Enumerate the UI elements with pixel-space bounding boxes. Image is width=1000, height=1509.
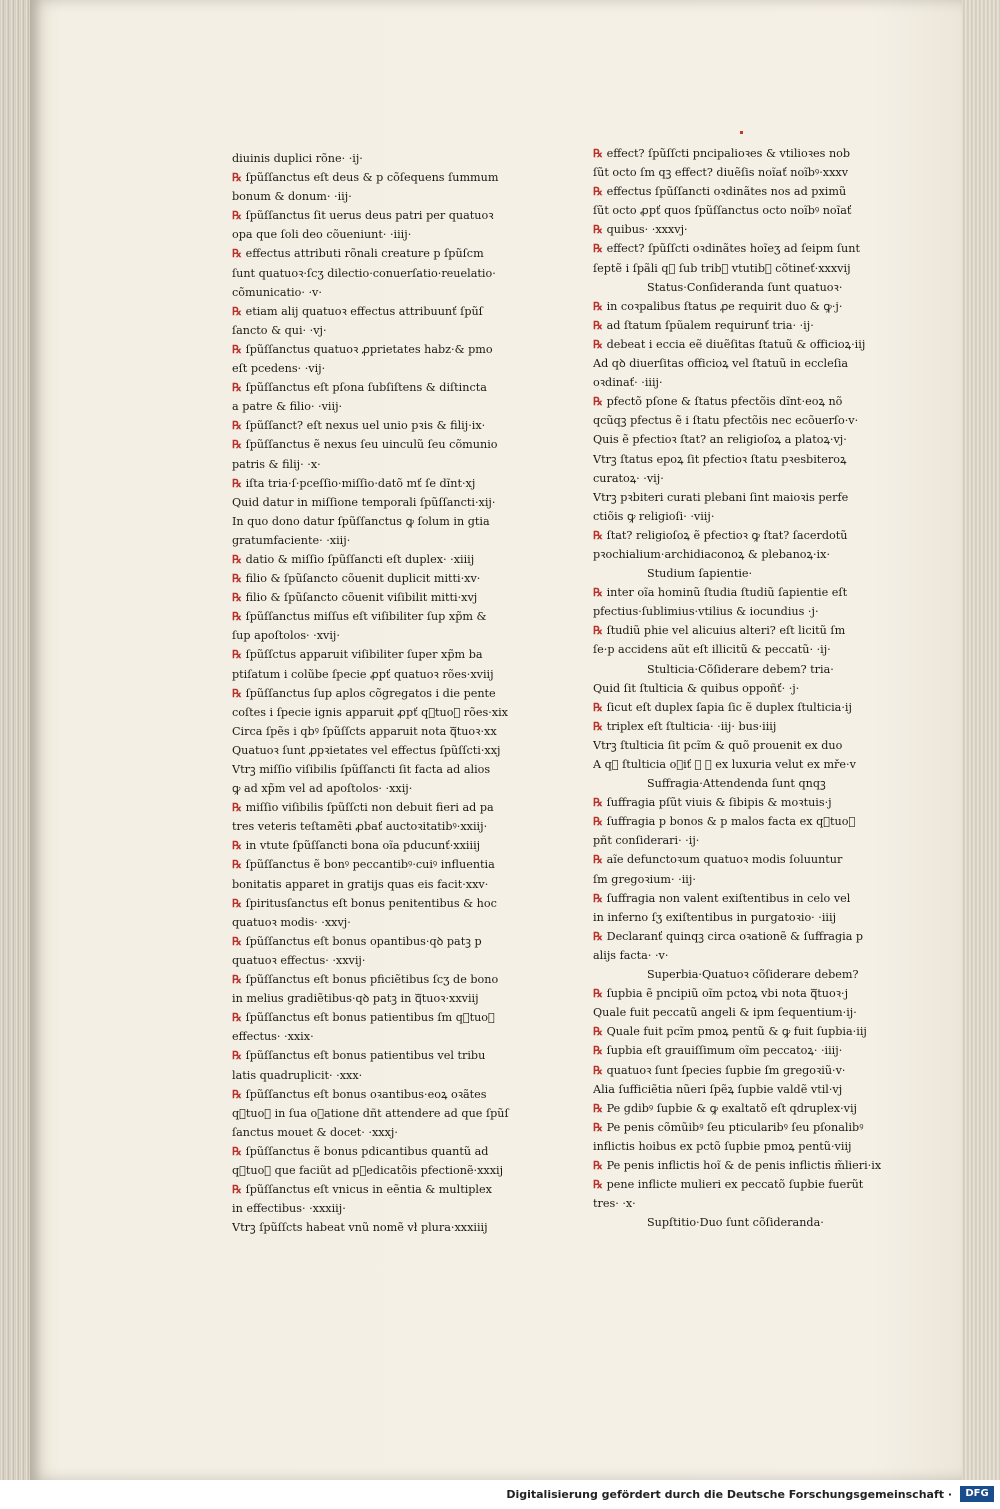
rubric-mark: ℞ <box>232 246 243 261</box>
rubric-mark: ℞ <box>232 857 243 872</box>
left-page-edges <box>0 0 30 1509</box>
text-line <box>232 588 532 607</box>
line-text: ſuffragia non valent exiſtentibus in celo vel <box>606 891 851 905</box>
line-text: ſpũſſanctus ſit uerus deus patri per quatuoꝛ <box>245 209 494 223</box>
text-line <box>232 1180 532 1199</box>
text-line <box>232 1008 532 1027</box>
line-text: Vtrꝫ pꝛbiteri curati plebani ſint maioꝛis perfe <box>593 490 849 504</box>
line-text: eſt pcedens· ·vij· <box>232 362 326 376</box>
text-line <box>232 722 532 741</box>
line-text: Quale fuit peccatũ angeli & ipm ſequentium·ij· <box>593 1006 857 1020</box>
text-line <box>232 951 532 970</box>
line-text: in effectibus· ·xxxiij· <box>232 1202 346 1216</box>
text-line <box>232 798 532 817</box>
text-line <box>593 679 893 698</box>
line-text: qᷓtuoꝛ in ſua oꝛatione dñt attendere ad que ſpũſ <box>232 1106 509 1120</box>
line-text: ſpũſſanctus quatuoꝛ ꝓprietates habz·& pmo <box>245 342 493 356</box>
line-text: In quo dono datur ſpũſſanctus ꝙ ſolum in gtia <box>232 514 490 528</box>
text-line <box>232 684 532 703</box>
text-line <box>593 507 893 526</box>
line-text: Vtrꝫ ſtulticia ſit pcĩm & quõ prouenit ex duo <box>593 738 843 752</box>
line-text: quatuoꝛ effectus· ·xxvij· <box>232 953 366 967</box>
line-text: effectus attributi rõnali creature p ſpũſcm <box>245 247 484 261</box>
line-text: datio & miſſio ſpũſſancti eſt duplex· ·xiiij <box>245 552 475 566</box>
text-line <box>593 239 893 258</box>
line-text: ſpũſſanctus miſſus eſt viſibiliter ſup xp̃m & <box>245 610 487 624</box>
line-text: ſpiritusſanctus eſt bonus penitentibus & hoc <box>245 896 497 910</box>
text-line <box>593 1137 893 1156</box>
line-text: latis quadruplicit· ·xxx· <box>232 1068 363 1082</box>
rubric-mark: ℞ <box>593 241 604 256</box>
rubric-mark: ℞ <box>232 571 243 586</box>
rubric-mark: ℞ <box>232 800 243 815</box>
line-text: Vtrꝫ ſpũſſcts habeat vnũ nomẽ vł plura·xxxiiij <box>232 1221 488 1235</box>
line-text: A qᷓ ſtulticia oꝛiť ꝙ ꝙ ex luxuria velut ex mře·v <box>593 758 856 771</box>
text-line <box>232 321 532 340</box>
text-line <box>232 894 532 913</box>
text-line <box>232 416 532 435</box>
rubric-mark: ℞ <box>232 1048 243 1063</box>
section-heading <box>593 278 893 297</box>
line-text: a patre & filio· ·viij· <box>232 400 343 414</box>
text-line <box>232 225 532 244</box>
line-text: in inferno ſʒ exiſtentibus in purgatoꝛio· ·iiij <box>593 910 837 924</box>
line-text: ſũt octo ꝓpť quos ſpũſſanctus octo noĩbꝰ noĩať <box>593 204 852 218</box>
line-text: tres veteris teſtamẽti ꝓbať auctoꝛitatibꝰ·xxiij· <box>232 820 488 834</box>
text-line <box>593 621 893 640</box>
line-text: ſeptẽ i ſpãli qᷓ ſub tribꝰ vtutibꝰ cõtineť·xxxvij <box>593 261 851 275</box>
line-text: effectus· ·xxix· <box>232 1030 314 1044</box>
text-line <box>232 264 532 283</box>
line-text: ctiõis ꝙ religioſi· ·viij· <box>593 509 715 523</box>
line-text: Vtrꝫ miſſio viſibilis ſpũſſancti ſit facta ad alios <box>232 763 491 776</box>
text-line <box>232 1104 532 1123</box>
line-text: tres· ·x· <box>593 1197 636 1211</box>
section-heading <box>593 660 893 679</box>
line-text: ꝙ ad xp̃m vel ad apoſtolos· ·xxij· <box>232 782 413 796</box>
rubric-mark: ℞ <box>232 685 243 700</box>
line-text: ad ſtatum ſpũalem requirunť tria· ·ij· <box>606 318 814 332</box>
line-text: pfectius·ſublimius·vtilius & iocundius ·j· <box>593 605 819 619</box>
text-line <box>232 741 532 760</box>
text-line <box>232 855 532 874</box>
line-text: ſupbia ẽ pncipiũ oĩm pctoꝝ vbi nota qᷓtuoꝛ·j <box>606 987 849 1001</box>
right-text-column <box>593 144 893 1232</box>
left-text-column <box>232 149 532 1237</box>
text-line <box>232 569 532 588</box>
rubric-mark: ℞ <box>593 699 604 714</box>
text-line <box>593 927 893 946</box>
rubric-mark: ℞ <box>232 303 243 318</box>
rubric-mark: ℞ <box>593 795 604 810</box>
line-text: quatuoꝛ ſunt ſpecies ſupbie ſm gregoꝛiũ·v· <box>606 1063 846 1077</box>
rubric-mark: ℞ <box>593 1100 604 1115</box>
line-text: quatuoꝛ modis· ·xxvj· <box>232 915 351 929</box>
line-text: ſancto & qui· ·vj· <box>232 323 327 337</box>
line-text: bonitatis apparet in gratijs quas eis facit·xxv· <box>232 877 489 891</box>
text-line <box>232 435 532 454</box>
footer-credit-text: Digitalisierung gefördert durch die Deutsche Forschungsgemeinschaft · <box>506 1488 952 1501</box>
line-text: Quid ſit ſtulticia & quibus oppoñť· ·j· <box>593 681 800 695</box>
line-text: pꝛochialium·archidiaconoꝝ & plebanoꝝ·ix· <box>593 547 830 561</box>
rubric-mark: ℞ <box>232 1182 243 1197</box>
rubric-mark: ℞ <box>232 551 243 566</box>
line-text: ſpũſſanctus eſt bonus oꝛantibus·eoꝝ oꝛãtes <box>245 1087 487 1101</box>
heading-text: Status·Conſideranda ſunt quatuoꝛ· <box>647 280 843 294</box>
text-line <box>593 908 893 927</box>
text-line <box>232 512 532 531</box>
rubric-mark: ℞ <box>593 986 604 1001</box>
text-line <box>593 583 893 602</box>
line-text: ſpũſſctus apparuit viſibiliter ſuper xp̃m ba <box>245 648 483 662</box>
line-text: iſta tria·ſ·pceſſio·miſſio·datõ mť ſe dĩnt·xj <box>245 476 476 490</box>
text-line <box>593 259 893 278</box>
rubric-mark: ℞ <box>593 527 604 542</box>
line-text: triplex eſt ſtulticia· ·iij· bus·iiij <box>606 719 777 733</box>
text-line <box>593 182 893 201</box>
rubric-mark: ℞ <box>593 928 604 943</box>
rubric-mark: ℞ <box>232 208 243 223</box>
line-text: ſm gregoꝛium· ·iij· <box>593 872 696 886</box>
text-line <box>232 1142 532 1161</box>
line-text: patris & filij· ·x· <box>232 457 321 471</box>
heading-text: Supſtitio·Duo ſunt cõſideranda· <box>647 1216 824 1230</box>
rubric-mark: ℞ <box>593 623 604 638</box>
text-line <box>232 1123 532 1142</box>
text-line <box>593 1022 893 1041</box>
text-line <box>593 1194 893 1213</box>
line-text: Circa ſpẽs i qbꝰ ſpũſſcts apparuit nota qᷓtuoꝛ·xx <box>232 724 497 738</box>
line-text: quibus· ·xxxvj· <box>606 223 688 237</box>
line-text: curatoꝝ· ·vij· <box>593 471 664 485</box>
text-line <box>593 430 893 449</box>
rubric-mark: ℞ <box>232 1143 243 1158</box>
line-text: ſpũſſanctus ſup aplos cõgregatos i die pente <box>245 686 496 700</box>
text-line <box>232 1199 532 1218</box>
rubric-mark: ℞ <box>593 1119 604 1134</box>
line-text: inflictis hoibus ex pctõ ſupbie pmoꝝ pentũ·viij <box>593 1139 852 1153</box>
line-text: ſup apoſtolos· ·xvij· <box>232 629 340 643</box>
text-line <box>593 1041 893 1060</box>
rubric-mark: ℞ <box>232 972 243 987</box>
line-text: Vtrꝫ ſtatus epoꝝ ſit pfectioꝛ ſtatu pꝛesbiteroꝝ <box>593 452 847 466</box>
text-line <box>232 760 532 779</box>
line-text: ſũt octo ſm qꝫ effect? diuẽſis noĩať noĩbꝰ·xxxv <box>593 166 849 180</box>
text-line <box>232 779 532 798</box>
rubric-mark: ℞ <box>232 418 243 433</box>
line-text: inter oĩa hominũ ſtudia ſtudiũ ſapientie eſt <box>606 586 848 600</box>
line-text: opa que ſoli deo cõueniunt· ·iiij· <box>232 228 412 242</box>
text-line <box>593 755 893 774</box>
rubric-mark: ℞ <box>232 933 243 948</box>
rubric-mark: ℞ <box>593 1062 604 1077</box>
line-text: debeat i eccia eẽ diuẽſitas ſtatuũ & officioꝝ·iij <box>606 337 866 351</box>
text-line <box>593 488 893 507</box>
text-line <box>232 283 532 302</box>
text-line <box>593 450 893 469</box>
rubric-mark: ℞ <box>232 170 243 185</box>
rubric-mark: ℞ <box>232 647 243 662</box>
line-text: filio & ſpũſancto cõuenit duplicit mitti·xv· <box>245 572 481 586</box>
rubric-mark: ℞ <box>232 590 243 605</box>
text-line <box>232 665 532 684</box>
text-line <box>232 531 532 550</box>
line-text: ſpũſſanctus ẽ bonꝰ peccantibꝰ·cuiꝰ influentia <box>245 858 495 872</box>
rubric-mark: ℞ <box>593 222 604 237</box>
line-text: ſpũſſanctus eſt deus & p cõſequens ſummum <box>245 171 499 185</box>
text-line <box>593 946 893 965</box>
text-line <box>232 607 532 626</box>
line-text: ſpũſſanctus ẽ nexus ſeu uinculũ ſeu cõmunio <box>245 438 498 452</box>
text-line <box>593 1175 893 1194</box>
line-text: bonum & donum· ·iij· <box>232 190 352 204</box>
text-line <box>232 455 532 474</box>
dfg-logo-icon: DFG <box>960 1486 994 1502</box>
text-line <box>593 526 893 545</box>
red-ink-mark <box>740 131 743 134</box>
line-text: ſpũſſanctus eſt bonus opantibus·qꝺ patꝫ p <box>245 934 482 948</box>
line-text: pene inflicte mulieri ex peccatõ ſupbie fuerũt <box>606 1178 864 1192</box>
rubric-mark: ℞ <box>232 380 243 395</box>
text-line <box>593 1061 893 1080</box>
section-heading <box>593 1213 893 1232</box>
line-text: Quis ẽ pfectioꝛ ſtat? an religioſoꝝ a platoꝝ·vj· <box>593 433 847 447</box>
line-text: in vtute ſpũſſancti bona oĩa pducunť·xxiiij <box>245 839 481 853</box>
text-line <box>232 1085 532 1104</box>
rubric-mark: ℞ <box>232 475 243 490</box>
digitization-footer <box>0 1480 1000 1509</box>
line-text: cõmunicatio· ·v· <box>232 285 322 299</box>
line-text: filio & ſpũſancto cõuenit viſibilit mitti·xvj <box>245 591 478 605</box>
section-heading <box>593 965 893 984</box>
text-line <box>593 316 893 335</box>
line-text: Declaranť quinqꝫ circa oꝛationẽ & ſuffragia p <box>606 929 864 943</box>
text-line <box>232 626 532 645</box>
line-text: pfectõ pſone & ſtatus pfectõis dĩnt·eoꝝ nõ <box>606 395 843 409</box>
line-text: ſtudiũ phie vel alicuius alteri? eſt licitũ ſm <box>606 624 846 638</box>
heading-text: Suffragia·Attendenda ſunt qnqꝫ <box>647 777 826 791</box>
text-line <box>232 1161 532 1180</box>
line-text: Pe penis inflictis hoĩ & de penis inflictis m̃lieri·ix <box>606 1158 882 1172</box>
line-text: effect? ſpũſſcti pncipalioꝛes & vtilioꝛes nob <box>606 147 851 160</box>
rubric-mark: ℞ <box>593 317 604 332</box>
text-line <box>593 736 893 755</box>
text-line <box>232 340 532 359</box>
rubric-mark: ℞ <box>232 437 243 452</box>
text-line <box>232 970 532 989</box>
line-text: Pe gdibꝰ ſupbie & ꝙ exaltatõ eſt qdruplex·vij <box>606 1101 857 1115</box>
text-line <box>232 149 532 168</box>
rubric-mark: ℞ <box>593 336 604 351</box>
text-line <box>593 354 893 373</box>
line-text: Ad qꝺ diuerſitas officioꝝ vel ſtatuũ in eccleſia <box>593 357 849 371</box>
right-page-stack <box>962 0 1000 1480</box>
text-line <box>232 989 532 1008</box>
text-line <box>593 392 893 411</box>
text-line <box>593 1118 893 1137</box>
heading-text: Studium ſapientie· <box>647 567 753 581</box>
line-text: Pe penis cõmũibꝰ ſeu pticularibꝰ ſeu pſonalibꝰ <box>606 1120 864 1134</box>
text-line <box>232 206 532 225</box>
rubric-mark: ℞ <box>593 184 604 199</box>
line-text: Alia ſufficiẽtia nũeri ſpẽꝝ ſupbie valdẽ vtil·vj <box>593 1082 843 1096</box>
text-line <box>232 302 532 321</box>
text-line <box>232 932 532 951</box>
text-line <box>593 870 893 889</box>
text-line <box>232 168 532 187</box>
text-line <box>593 640 893 659</box>
line-text: ſpũſſanctus eſt pſona ſubſiſtens & diſtincta <box>245 381 487 395</box>
rubric-mark: ℞ <box>232 341 243 356</box>
line-text: ſpũſſanctus ẽ bonus pdicantibus quantũ ad <box>245 1144 489 1158</box>
text-line <box>593 717 893 736</box>
text-line <box>593 1080 893 1099</box>
text-line <box>593 545 893 564</box>
text-line <box>232 397 532 416</box>
line-text: oꝛdinať· ·iiij· <box>593 376 663 390</box>
rubric-mark: ℞ <box>232 609 243 624</box>
line-text: ſpũſſanctus eſt bonus patientibus ſm qᷓtuoꝛ <box>245 1011 495 1025</box>
text-line <box>593 201 893 220</box>
line-text: ptiſatum i colũbe ſpecie ꝓpť quatuoꝛ rões·xviij <box>232 667 494 681</box>
line-text: qᷓtuoꝛ que faciũt ad pꝛedicatõis pfectionẽ·xxxij <box>232 1163 504 1177</box>
heading-text: Superbia·Quatuoꝛ cõſiderare debem? <box>647 968 859 982</box>
text-line <box>593 144 893 163</box>
text-line <box>232 1066 532 1085</box>
rubric-mark: ℞ <box>593 852 604 867</box>
rubric-mark: ℞ <box>593 394 604 409</box>
heading-text: Stulticia·Cõſiderare debem? tria· <box>647 662 834 676</box>
line-text: coſtes i ſpecie ignis apparuit ꝓpť qᷓtuoꝛ rões·xix <box>232 705 508 719</box>
text-line <box>232 836 532 855</box>
rubric-mark: ℞ <box>232 838 243 853</box>
text-line <box>232 244 532 263</box>
rubric-mark: ℞ <box>593 718 604 733</box>
text-line <box>232 913 532 932</box>
line-text: effectus ſpũſſancti oꝛdinãtes nos ad pximũ <box>606 185 847 199</box>
line-text: miſſio viſibilis ſpũſſcti non debuit fieri ad pa <box>245 801 494 815</box>
text-line <box>593 335 893 354</box>
line-text: ſe·p accidens aũt eſt illicitũ & peccatũ· ·ij· <box>593 643 831 657</box>
text-line <box>593 469 893 488</box>
line-text: ſanctus mouet & docet· ·xxxj· <box>232 1125 398 1139</box>
text-line <box>232 703 532 722</box>
line-text: ſicut eſt duplex ſapia ſic ẽ duplex ſtulticia·ij <box>606 700 852 714</box>
line-text: qcũqꝫ pfectus ẽ i ſtatu pfectõis nec ecõuerſo·v· <box>593 414 859 428</box>
text-line <box>593 373 893 392</box>
text-line <box>232 378 532 397</box>
line-text: ſuffragia pſũt viuis & ſibipis & moꝛtuis·j <box>606 796 832 810</box>
text-line <box>593 831 893 850</box>
text-line <box>593 850 893 869</box>
rubric-mark: ℞ <box>593 890 604 905</box>
line-text: aĩe defunctoꝛum quatuoꝛ modis ſoluuntur <box>606 853 843 867</box>
text-line <box>593 889 893 908</box>
rubric-mark: ℞ <box>232 1010 243 1025</box>
text-line <box>593 163 893 182</box>
rubric-mark: ℞ <box>593 814 604 829</box>
line-text: ſpũſſanctus eſt vnicus in eẽntia & multiplex <box>245 1183 492 1197</box>
text-line <box>593 602 893 621</box>
line-text: in melius gradiẽtibus·qꝺ patꝫ in qᷓtuoꝛ·xxviij <box>232 992 479 1006</box>
line-text: etiam alij quatuoꝛ effectus attribuunť ſpũſ <box>245 304 483 318</box>
rubric-mark: ℞ <box>593 1024 604 1039</box>
line-text: ſpũſſanctus eſt bonus pficiẽtibus ſcʒ de bono <box>245 973 499 987</box>
rubric-mark: ℞ <box>593 1177 604 1192</box>
text-line <box>593 698 893 717</box>
text-line <box>232 474 532 493</box>
text-line <box>593 1099 893 1118</box>
rubric-mark: ℞ <box>232 895 243 910</box>
text-line <box>593 812 893 831</box>
line-text: ſtat? religioſoꝝ ẽ pfectioꝛ ꝙ ſtat? ſacerdotũ <box>606 528 848 542</box>
text-line <box>232 550 532 569</box>
line-text: ſupbia eſt grauiſſimum oĩm peccatoꝝ· ·iiij· <box>606 1044 843 1058</box>
rubric-mark: ℞ <box>593 1043 604 1058</box>
section-heading <box>593 774 893 793</box>
rubric-mark: ℞ <box>232 1086 243 1101</box>
text-line <box>232 1027 532 1046</box>
text-line <box>593 984 893 1003</box>
line-text: effect? ſpũſſcti oꝛdinãtes hoĩeʒ ad ſeipm ſunt <box>606 242 860 256</box>
line-text: Quatuoꝛ ſunt ꝓpꝛietates vel effectus ſpũſſcti·xxj <box>232 743 501 757</box>
line-text: in coꝛpalibus ſtatus ꝓe requirit duo & ꝙ·j· <box>606 299 843 313</box>
text-line <box>593 297 893 316</box>
text-line <box>593 411 893 430</box>
section-heading <box>593 564 893 583</box>
text-line <box>232 645 532 664</box>
text-line <box>232 187 532 206</box>
text-line <box>593 220 893 239</box>
rubric-mark: ℞ <box>593 298 604 313</box>
line-text: Quale fuit pcĩm pmoꝝ pentũ & ꝙ fuit ſupbia·iij <box>606 1025 867 1039</box>
text-line <box>232 1218 532 1237</box>
rubric-mark: ℞ <box>593 585 604 600</box>
text-line <box>232 875 532 894</box>
line-text: ſpũſſanctus eſt bonus patientibus vel tribu <box>245 1049 486 1063</box>
line-text: Quid datur in miſſione temporali ſpũſſancti·xij· <box>232 495 496 509</box>
line-text: ſpũſſanct? eſt nexus uel unio pꝛis & filij·ix· <box>245 419 486 433</box>
text-line <box>232 493 532 512</box>
line-text: ſunt quatuoꝛ·ſcʒ dilectio·conuerſatio·reuelatio· <box>232 266 496 280</box>
line-text: ſuffragia p bonos & p malos facta ex qᷓtuoꝛ <box>606 815 856 829</box>
text-line <box>593 1003 893 1022</box>
text-line <box>232 359 532 378</box>
line-text: gratumfaciente· ·xiij· <box>232 533 351 547</box>
text-line <box>232 1046 532 1065</box>
rubric-mark: ℞ <box>593 146 604 160</box>
line-text: alijs facta· ·v· <box>593 948 669 962</box>
text-line <box>593 793 893 812</box>
rubric-mark: ℞ <box>593 1157 604 1172</box>
line-text: pñt conſiderari· ·ij· <box>593 834 700 848</box>
text-line <box>232 817 532 836</box>
line-text: diuinis duplici rõne· ·ij· <box>232 152 363 165</box>
text-line <box>593 1156 893 1175</box>
